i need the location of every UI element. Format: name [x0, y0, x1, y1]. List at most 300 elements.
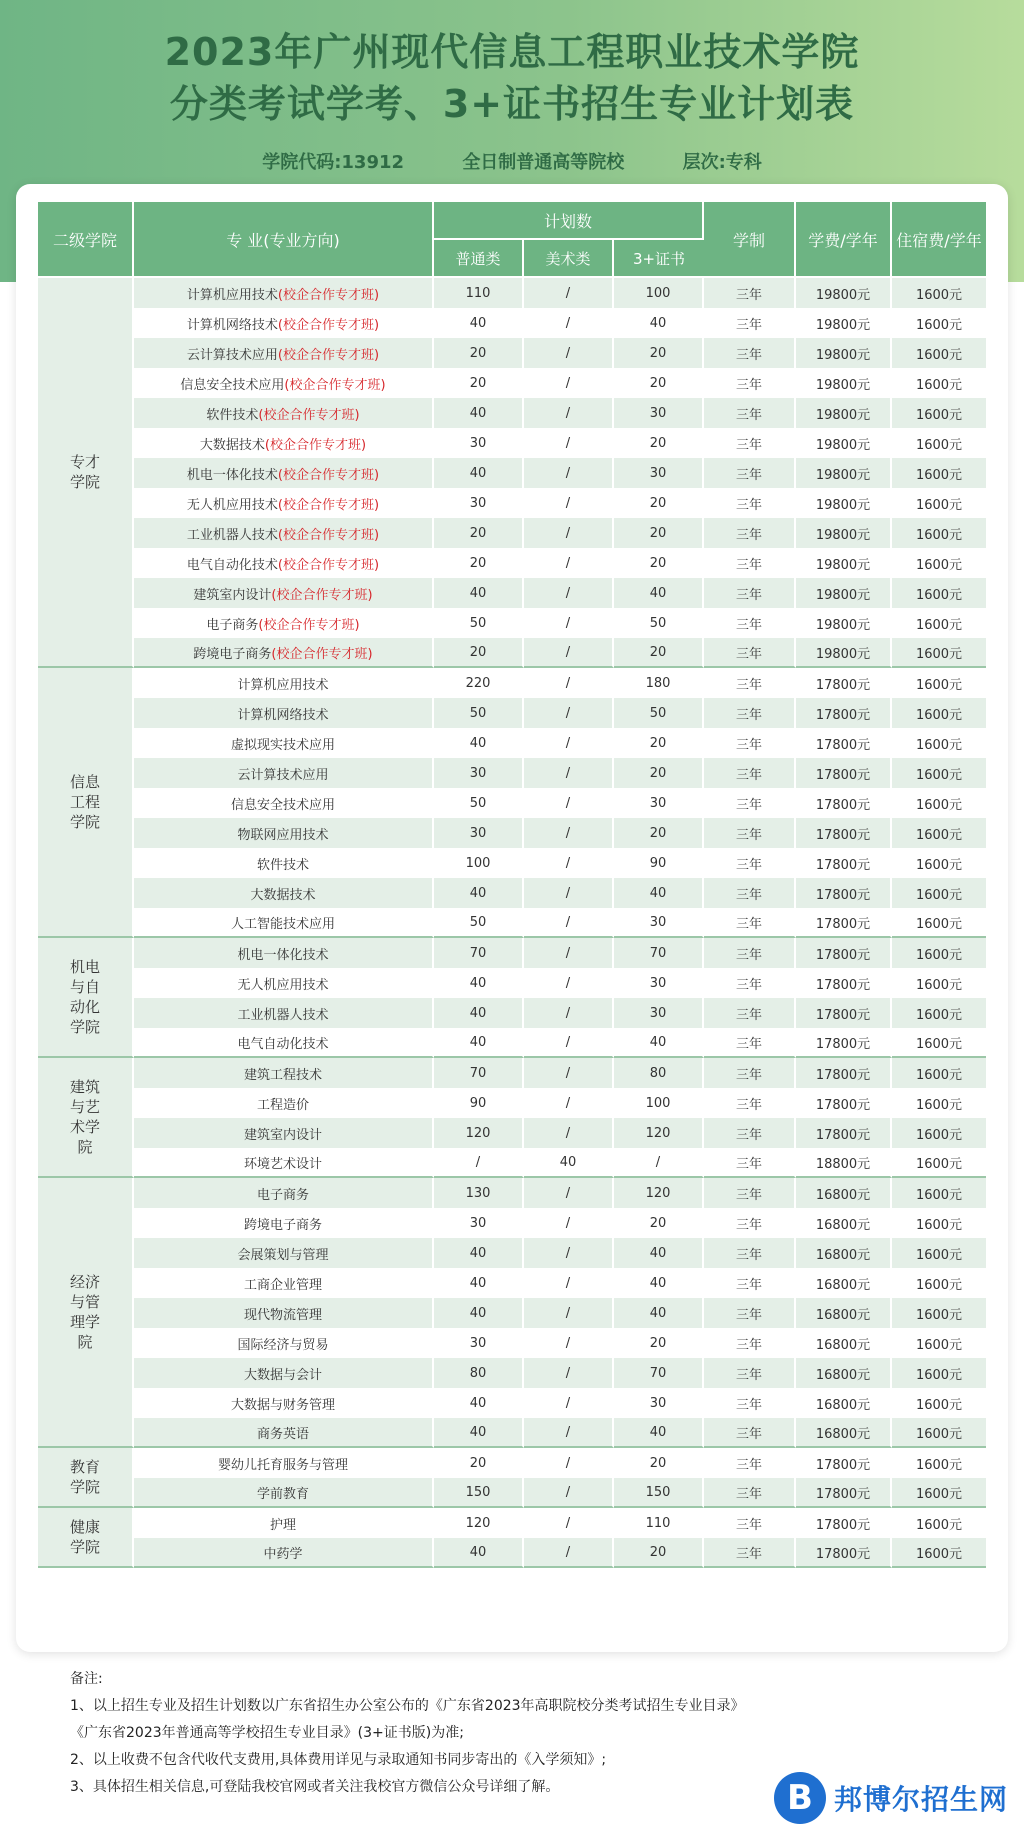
tuition-cell: 17800元 [796, 968, 892, 998]
tuition-cell: 17800元 [796, 698, 892, 728]
table-row [38, 1538, 986, 1568]
duration-cell: 三年 [704, 1358, 796, 1388]
major-name: 婴幼儿托育服务与管理 [217, 1457, 348, 1473]
cert-cell: 40 [614, 1298, 704, 1328]
logo-text: 邦博尔招生网 [834, 1783, 1009, 1816]
art-cell: / [524, 1448, 614, 1478]
major-name: 跨境电子商务 [193, 646, 272, 662]
art-cell: / [524, 1328, 614, 1358]
major-cell [134, 518, 434, 548]
duration-cell: 三年 [704, 788, 796, 818]
dorm-cell: 1600元 [892, 278, 986, 308]
art-cell: / [524, 428, 614, 458]
cert-cell: 20 [614, 338, 704, 368]
tuition-cell: 17800元 [796, 938, 892, 968]
tuition-cell: 19800元 [796, 488, 892, 518]
cert-cell: 80 [614, 1058, 704, 1088]
table-row [38, 278, 986, 308]
tuition-cell: 19800元 [796, 428, 892, 458]
major-name: 软件技术 [206, 407, 259, 423]
major-cell [134, 578, 434, 608]
table-row [38, 668, 986, 698]
normal-cell: 40 [434, 1418, 524, 1448]
college-cell [38, 1178, 134, 1448]
cert-cell: 20 [614, 1208, 704, 1238]
art-cell: / [524, 758, 614, 788]
art-cell: / [524, 788, 614, 818]
normal-cell: 20 [434, 518, 524, 548]
duration-cell: 三年 [704, 1448, 796, 1478]
normal-cell: 20 [434, 368, 524, 398]
normal-cell: 20 [434, 338, 524, 368]
duration-cell: 三年 [704, 668, 796, 698]
table-row [38, 908, 986, 938]
page-title [0, 26, 1024, 130]
college-name: 专才学院 [69, 453, 100, 491]
cert-cell: 20 [614, 728, 704, 758]
duration-cell: 三年 [704, 458, 796, 488]
dorm-cell: 1600元 [892, 998, 986, 1028]
major-name: 信息安全技术应用 [180, 377, 285, 393]
major-cell [134, 278, 434, 308]
table-row [38, 728, 986, 758]
duration-cell: 三年 [704, 1298, 796, 1328]
normal-cell: 20 [434, 638, 524, 668]
tuition-cell: 18800元 [796, 1148, 892, 1178]
table-row [38, 1448, 986, 1478]
art-cell: / [524, 1268, 614, 1298]
normal-cell: 150 [434, 1478, 524, 1508]
table-row [38, 1028, 986, 1058]
major-name: 计算机应用技术 [186, 287, 278, 303]
major-name: 现代物流管理 [243, 1307, 322, 1323]
normal-cell: 50 [434, 608, 524, 638]
major-tag: (校企合作专才班) [277, 497, 380, 513]
normal-cell: 120 [434, 1508, 524, 1538]
major-name: 建筑室内设计 [193, 587, 272, 603]
dorm-cell: 1600元 [892, 1118, 986, 1148]
tuition-cell: 19800元 [796, 518, 892, 548]
normal-cell: 20 [434, 1448, 524, 1478]
table-row [38, 1058, 986, 1088]
major-cell [134, 398, 434, 428]
header-plan: 计划数 [434, 202, 704, 240]
major-cell [134, 818, 434, 848]
major-cell [134, 1508, 434, 1538]
college-name: 健康学院 [69, 1518, 100, 1556]
major-cell [134, 1028, 434, 1058]
duration-cell: 三年 [704, 608, 796, 638]
college-cell [38, 1448, 134, 1508]
duration-cell: 三年 [704, 1238, 796, 1268]
normal-cell: 40 [434, 398, 524, 428]
art-cell: / [524, 1388, 614, 1418]
major-name: 机电一体化技术 [237, 947, 329, 963]
major-tag: (校企合作专才班) [277, 287, 380, 303]
major-cell [134, 368, 434, 398]
art-cell: / [524, 878, 614, 908]
dorm-cell: 1600元 [892, 458, 986, 488]
major-cell [134, 848, 434, 878]
dorm-cell: 1600元 [892, 1148, 986, 1178]
dorm-cell: 1600元 [892, 1538, 986, 1568]
major-tag: (校企合作专才班) [277, 317, 380, 333]
major-tag: (校企合作专才班) [277, 347, 380, 363]
art-cell: / [524, 578, 614, 608]
dorm-cell: 1600元 [892, 728, 986, 758]
art-cell: / [524, 1538, 614, 1568]
art-cell: / [524, 278, 614, 308]
normal-cell: 70 [434, 938, 524, 968]
table-row [38, 578, 986, 608]
cert-cell: 90 [614, 848, 704, 878]
dorm-cell: 1600元 [892, 698, 986, 728]
major-name: 工业机器人技术 [186, 527, 278, 543]
tuition-cell: 16800元 [796, 1328, 892, 1358]
dorm-cell: 1600元 [892, 518, 986, 548]
dorm-cell: 1600元 [892, 608, 986, 638]
table-row [38, 848, 986, 878]
tuition-cell: 19800元 [796, 578, 892, 608]
header-cert: 3+证书 [614, 240, 704, 278]
notes-line-2: 《广东省2023年普通高等学校招生专业目录》(3+证书版)为准; [70, 1725, 464, 1741]
tuition-cell: 17800元 [796, 1478, 892, 1508]
cert-cell: 50 [614, 608, 704, 638]
major-cell [134, 1478, 434, 1508]
dorm-cell: 1600元 [892, 638, 986, 668]
cert-cell: 30 [614, 788, 704, 818]
major-name: 护理 [269, 1517, 296, 1533]
college-name: 信息工程学院 [69, 773, 100, 831]
tuition-cell: 17800元 [796, 1028, 892, 1058]
major-tag: (校企合作专才班) [277, 557, 380, 573]
major-cell [134, 908, 434, 938]
cert-cell: 100 [614, 1088, 704, 1118]
major-cell [134, 938, 434, 968]
normal-cell: 70 [434, 1058, 524, 1088]
table-body [38, 278, 986, 1568]
dorm-cell: 1600元 [892, 1028, 986, 1058]
normal-cell: 50 [434, 908, 524, 938]
normal-cell: 30 [434, 758, 524, 788]
normal-cell: 40 [434, 968, 524, 998]
table-row [38, 968, 986, 998]
dorm-cell: 1600元 [892, 1508, 986, 1538]
art-cell: / [524, 1418, 614, 1448]
normal-cell: 50 [434, 788, 524, 818]
normal-cell: / [434, 1148, 524, 1178]
school-info [0, 148, 1024, 174]
major-tag: (校企合作专才班) [258, 407, 360, 423]
table-row [38, 488, 986, 518]
major-name: 电气自动化技术 [186, 557, 278, 573]
table-row [38, 458, 986, 488]
major-cell [134, 1358, 434, 1388]
notes-line-1: 1、以上招生专业及招生计划数以广东省招生办公室公布的《广东省2023年高职院校分类考试招生专业目录》 [70, 1698, 745, 1714]
art-cell: / [524, 488, 614, 518]
major-cell [134, 968, 434, 998]
major-name: 大数据与财务管理 [230, 1397, 335, 1413]
duration-cell: 三年 [704, 638, 796, 668]
duration-cell: 三年 [704, 1418, 796, 1448]
major-cell [134, 1208, 434, 1238]
major-cell [134, 338, 434, 368]
dorm-cell: 1600元 [892, 1298, 986, 1328]
major-name: 环境艺术设计 [243, 1156, 322, 1172]
art-cell: / [524, 908, 614, 938]
tuition-cell: 19800元 [796, 458, 892, 488]
dorm-cell: 1600元 [892, 1388, 986, 1418]
tuition-cell: 17800元 [796, 908, 892, 938]
tuition-cell: 17800元 [796, 728, 892, 758]
tuition-cell: 19800元 [796, 308, 892, 338]
duration-cell: 三年 [704, 998, 796, 1028]
table-row [38, 1298, 986, 1328]
college-cell [38, 1058, 134, 1178]
major-name: 建筑室内设计 [243, 1127, 322, 1143]
art-cell: / [524, 938, 614, 968]
cert-cell: 40 [614, 1238, 704, 1268]
art-cell: / [524, 968, 614, 998]
dorm-cell: 1600元 [892, 968, 986, 998]
normal-cell: 40 [434, 1238, 524, 1268]
cert-cell: 20 [614, 1328, 704, 1358]
major-cell [134, 1088, 434, 1118]
dorm-cell: 1600元 [892, 818, 986, 848]
table-row [38, 1208, 986, 1238]
table-row [38, 998, 986, 1028]
major-name: 国际经济与贸易 [237, 1337, 329, 1353]
table-row [38, 608, 986, 638]
duration-cell: 三年 [704, 1208, 796, 1238]
dorm-cell: 1600元 [892, 1418, 986, 1448]
header-dorm: 住宿费/学年 [892, 202, 986, 278]
tuition-cell: 19800元 [796, 338, 892, 368]
duration-cell: 三年 [704, 818, 796, 848]
cert-cell: 20 [614, 818, 704, 848]
normal-cell: 90 [434, 1088, 524, 1118]
tuition-cell: 17800元 [796, 1088, 892, 1118]
major-name: 建筑工程技术 [243, 1067, 322, 1083]
school-code: 学院代码:13912 [262, 152, 405, 173]
major-name: 大数据技术 [250, 887, 316, 903]
normal-cell: 120 [434, 1118, 524, 1148]
dorm-cell: 1600元 [892, 428, 986, 458]
table-row [38, 1418, 986, 1448]
cert-cell: 180 [614, 668, 704, 698]
art-cell: / [524, 1298, 614, 1328]
dorm-cell: 1600元 [892, 1448, 986, 1478]
dorm-cell: 1600元 [892, 308, 986, 338]
cert-cell: 30 [614, 398, 704, 428]
art-cell: / [524, 368, 614, 398]
major-cell [134, 458, 434, 488]
major-cell [134, 608, 434, 638]
art-cell: / [524, 668, 614, 698]
major-cell [134, 1448, 434, 1478]
major-name: 工商企业管理 [243, 1277, 322, 1293]
tuition-cell: 16800元 [796, 1208, 892, 1238]
major-name: 无人机应用技术 [237, 977, 329, 993]
notes-line-3: 2、以上收费不包含代收代支费用,具体费用详见与录取通知书同步寄出的《入学须知》; [70, 1752, 607, 1768]
duration-cell: 三年 [704, 1148, 796, 1178]
table-row [38, 1088, 986, 1118]
duration-cell: 三年 [704, 1178, 796, 1208]
cert-cell: 20 [614, 428, 704, 458]
table-row [38, 398, 986, 428]
duration-cell: 三年 [704, 908, 796, 938]
normal-cell: 40 [434, 878, 524, 908]
notes-title: 备注: [70, 1671, 103, 1687]
major-name: 计算机网络技术 [237, 707, 329, 723]
art-cell: / [524, 818, 614, 848]
tuition-cell: 19800元 [796, 398, 892, 428]
cert-cell: 30 [614, 1388, 704, 1418]
table-row [38, 308, 986, 338]
art-cell: / [524, 638, 614, 668]
duration-cell: 三年 [704, 1268, 796, 1298]
school-type: 全日制普通高等院校 [462, 152, 625, 173]
major-tag: (校企合作专才班) [264, 437, 367, 453]
duration-cell: 三年 [704, 1058, 796, 1088]
duration-cell: 三年 [704, 1088, 796, 1118]
table-row [38, 758, 986, 788]
duration-cell: 三年 [704, 938, 796, 968]
dorm-cell: 1600元 [892, 908, 986, 938]
table-row [38, 1358, 986, 1388]
normal-cell: 30 [434, 428, 524, 458]
tuition-cell: 17800元 [796, 1448, 892, 1478]
art-cell: / [524, 1058, 614, 1088]
normal-cell: 40 [434, 308, 524, 338]
duration-cell: 三年 [704, 368, 796, 398]
major-name: 大数据技术 [199, 437, 265, 453]
normal-cell: 100 [434, 848, 524, 878]
duration-cell: 三年 [704, 728, 796, 758]
table-row [38, 428, 986, 458]
table-row [38, 1238, 986, 1268]
cert-cell: 20 [614, 758, 704, 788]
cert-cell: 150 [614, 1478, 704, 1508]
cert-cell: 30 [614, 458, 704, 488]
cert-cell: 40 [614, 1418, 704, 1448]
cert-cell: 20 [614, 518, 704, 548]
cert-cell: 20 [614, 1448, 704, 1478]
major-tag: (校企合作专才班) [284, 377, 386, 393]
major-name: 工业机器人技术 [237, 1007, 329, 1023]
tuition-cell: 17800元 [796, 818, 892, 848]
duration-cell: 三年 [704, 488, 796, 518]
title-line-1: 2023年广州现代信息工程职业技术学院 [164, 30, 860, 74]
major-name: 学前教育 [256, 1486, 309, 1502]
major-cell [134, 488, 434, 518]
duration-cell: 三年 [704, 1388, 796, 1418]
tuition-cell: 16800元 [796, 1238, 892, 1268]
major-name: 物联网应用技术 [237, 827, 329, 843]
art-cell: / [524, 1478, 614, 1508]
dorm-cell: 1600元 [892, 1268, 986, 1298]
major-cell [134, 428, 434, 458]
normal-cell: 20 [434, 548, 524, 578]
tuition-cell: 17800元 [796, 1058, 892, 1088]
college-cell [38, 1508, 134, 1568]
major-name: 电子商务 [256, 1187, 309, 1203]
college-name: 教育学院 [69, 1458, 100, 1496]
normal-cell: 40 [434, 578, 524, 608]
major-name: 无人机应用技术 [186, 497, 278, 513]
dorm-cell: 1600元 [892, 488, 986, 518]
normal-cell: 30 [434, 488, 524, 518]
art-cell: / [524, 728, 614, 758]
tuition-cell: 17800元 [796, 848, 892, 878]
major-name: 大数据与会计 [243, 1367, 322, 1383]
tuition-cell: 17800元 [796, 998, 892, 1028]
header-duration: 学制 [704, 202, 796, 278]
dorm-cell: 1600元 [892, 1358, 986, 1388]
cert-cell: 20 [614, 638, 704, 668]
cert-cell: 70 [614, 1358, 704, 1388]
normal-cell: 40 [434, 1538, 524, 1568]
duration-cell: 三年 [704, 518, 796, 548]
college-cell [38, 938, 134, 1058]
header-art: 美术类 [524, 240, 614, 278]
tuition-cell: 19800元 [796, 548, 892, 578]
major-name: 软件技术 [256, 857, 309, 873]
normal-cell: 40 [434, 1268, 524, 1298]
major-name: 云计算技术应用 [186, 347, 278, 363]
art-cell: / [524, 1508, 614, 1538]
major-cell [134, 1058, 434, 1088]
dorm-cell: 1600元 [892, 1328, 986, 1358]
duration-cell: 三年 [704, 548, 796, 578]
table-row [38, 938, 986, 968]
duration-cell: 三年 [704, 1028, 796, 1058]
dorm-cell: 1600元 [892, 1238, 986, 1268]
art-cell: / [524, 1178, 614, 1208]
major-name: 会展策划与管理 [237, 1247, 329, 1263]
major-cell [134, 1328, 434, 1358]
art-cell: / [524, 548, 614, 578]
college-cell [38, 668, 134, 938]
college-cell [38, 278, 134, 668]
tuition-cell: 17800元 [796, 668, 892, 698]
major-name: 机电一体化技术 [186, 467, 278, 483]
major-cell [134, 878, 434, 908]
major-name: 信息安全技术应用 [230, 797, 335, 813]
tuition-cell: 19800元 [796, 368, 892, 398]
dorm-cell: 1600元 [892, 938, 986, 968]
tuition-cell: 16800元 [796, 1358, 892, 1388]
notes-line-4: 3、具体招生相关信息,可登陆我校官网或者关注我校官方微信公众号详细了解。 [70, 1779, 560, 1795]
major-cell [134, 758, 434, 788]
table-row [38, 818, 986, 848]
table-row [38, 698, 986, 728]
notes [70, 1666, 770, 1801]
cert-cell: 50 [614, 698, 704, 728]
major-tag: (校企合作专才班) [277, 527, 380, 543]
cert-cell: 30 [614, 908, 704, 938]
art-cell: / [524, 398, 614, 428]
major-name: 人工智能技术应用 [230, 916, 335, 932]
duration-cell: 三年 [704, 758, 796, 788]
cert-cell: 40 [614, 578, 704, 608]
dorm-cell: 1600元 [892, 548, 986, 578]
major-name: 云计算技术应用 [237, 767, 329, 783]
major-name: 工程造价 [256, 1097, 309, 1113]
tuition-cell: 16800元 [796, 1388, 892, 1418]
dorm-cell: 1600元 [892, 1478, 986, 1508]
art-cell: / [524, 848, 614, 878]
